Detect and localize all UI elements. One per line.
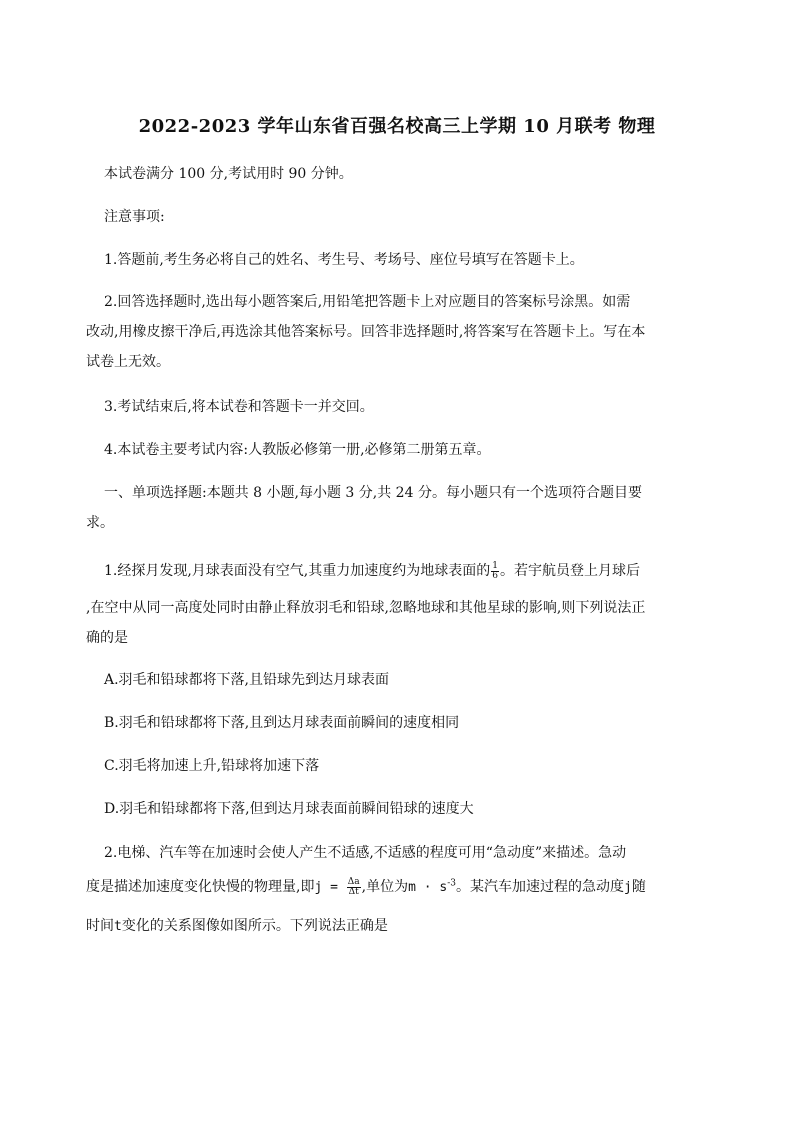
section-heading-line2: 求。 — [86, 515, 114, 531]
q1-option-b: B.羽毛和铅球都将下落,且到达月球表面前瞬间的速度相同 — [104, 715, 460, 731]
q2-t-variable: t — [114, 919, 122, 934]
page-title: 2022-2023 学年山东省百强名校高三上学期 10 月联考 物理 — [138, 116, 656, 137]
notice-2-line2: 改动,用橡皮擦干净后,再选涂其他答案标号。回答非选择题时,将答案写在答题卡上。写在本 — [86, 324, 646, 340]
q2-stem-post: 。某汽车加速过程的急动度 — [456, 879, 625, 895]
q2-stem-line3 — [86, 912, 726, 941]
q1-option-c: C.羽毛将加速上升,铅球将加速下落 — [104, 758, 320, 774]
q1-fraction-den: 6 — [492, 570, 498, 581]
q1-stem-pre: 1.经探月发现,月球表面没有空气,其重力加速度约为地球表面的 — [104, 563, 491, 579]
notice-heading: 注意事项: — [104, 209, 165, 225]
q2-stem-tail: 随 — [631, 879, 646, 895]
q2-stem-pre: 度是描述加速度变化快慢的物理量,即 — [86, 879, 315, 895]
q1-option-a: A.羽毛和铅球都将下落,且铅球先到达月球表面 — [104, 672, 390, 688]
q1-stem-line1 — [104, 557, 724, 586]
q2-stem-mid: ,单位为 — [361, 879, 409, 895]
q1-stem-post: 。若宇航员登上月球后 — [500, 563, 640, 579]
intro-text: 本试卷满分 100 分,考试用时 90 分钟。 — [104, 166, 353, 182]
q1-fraction-num: 1 — [492, 560, 498, 571]
q2-unit-exponent: -3 — [447, 878, 457, 889]
q1-stem-line2: ,在空中从同一高度处同时由静止释放羽毛和铅球,忽略地球和其他星球的影响,则下列说法正 — [86, 600, 646, 616]
q2-j-equation: j = — [314, 880, 346, 895]
notice-2-line1: 2.回答选择题时,选出每小题答案后,用铅笔把答题卡上对应题目的答案标号涂黑。如需 — [104, 294, 631, 310]
q2-unit: m · s — [408, 880, 448, 895]
q2-stem-line1: 2.电梯、汽车等在加速时会使人产生不适感,不适感的程度可用“急动度”来描述。急动 — [104, 845, 627, 861]
q2-stem-line3-pre: 时间 — [86, 918, 114, 934]
q1-stem-line3: 确的是 — [86, 630, 128, 646]
q2-stem-line3-post: 变化的关系图像如图所示。下列说法正确是 — [121, 918, 388, 934]
q2-fraction — [347, 878, 361, 897]
q1-fraction — [491, 562, 499, 581]
q2-fraction-den: Δt — [348, 886, 359, 897]
section-heading-line1: 一、单项选择题:本题共 8 小题,每小题 3 分,共 24 分。每小题只有一个选项符合题目要 — [104, 485, 642, 501]
notice-2-line3: 试卷上无效。 — [86, 354, 170, 370]
notice-3: 3.考试结束后,将本试卷和答题卡一并交回。 — [104, 399, 374, 415]
notice-1: 1.答题前,考生务必将自己的姓名、考生号、考场号、座位号填写在答题卡上。 — [104, 252, 584, 268]
q1-option-d: D.羽毛和铅球都将下落,但到达月球表面前瞬间铅球的速度大 — [104, 801, 474, 817]
notice-4: 4.本试卷主要考试内容:人教版必修第一册,必修第二册第五章。 — [104, 442, 491, 458]
q2-j-variable: j — [624, 880, 632, 895]
q2-stem-line2 — [86, 873, 726, 902]
q2-fraction-num: Δa — [347, 876, 360, 887]
